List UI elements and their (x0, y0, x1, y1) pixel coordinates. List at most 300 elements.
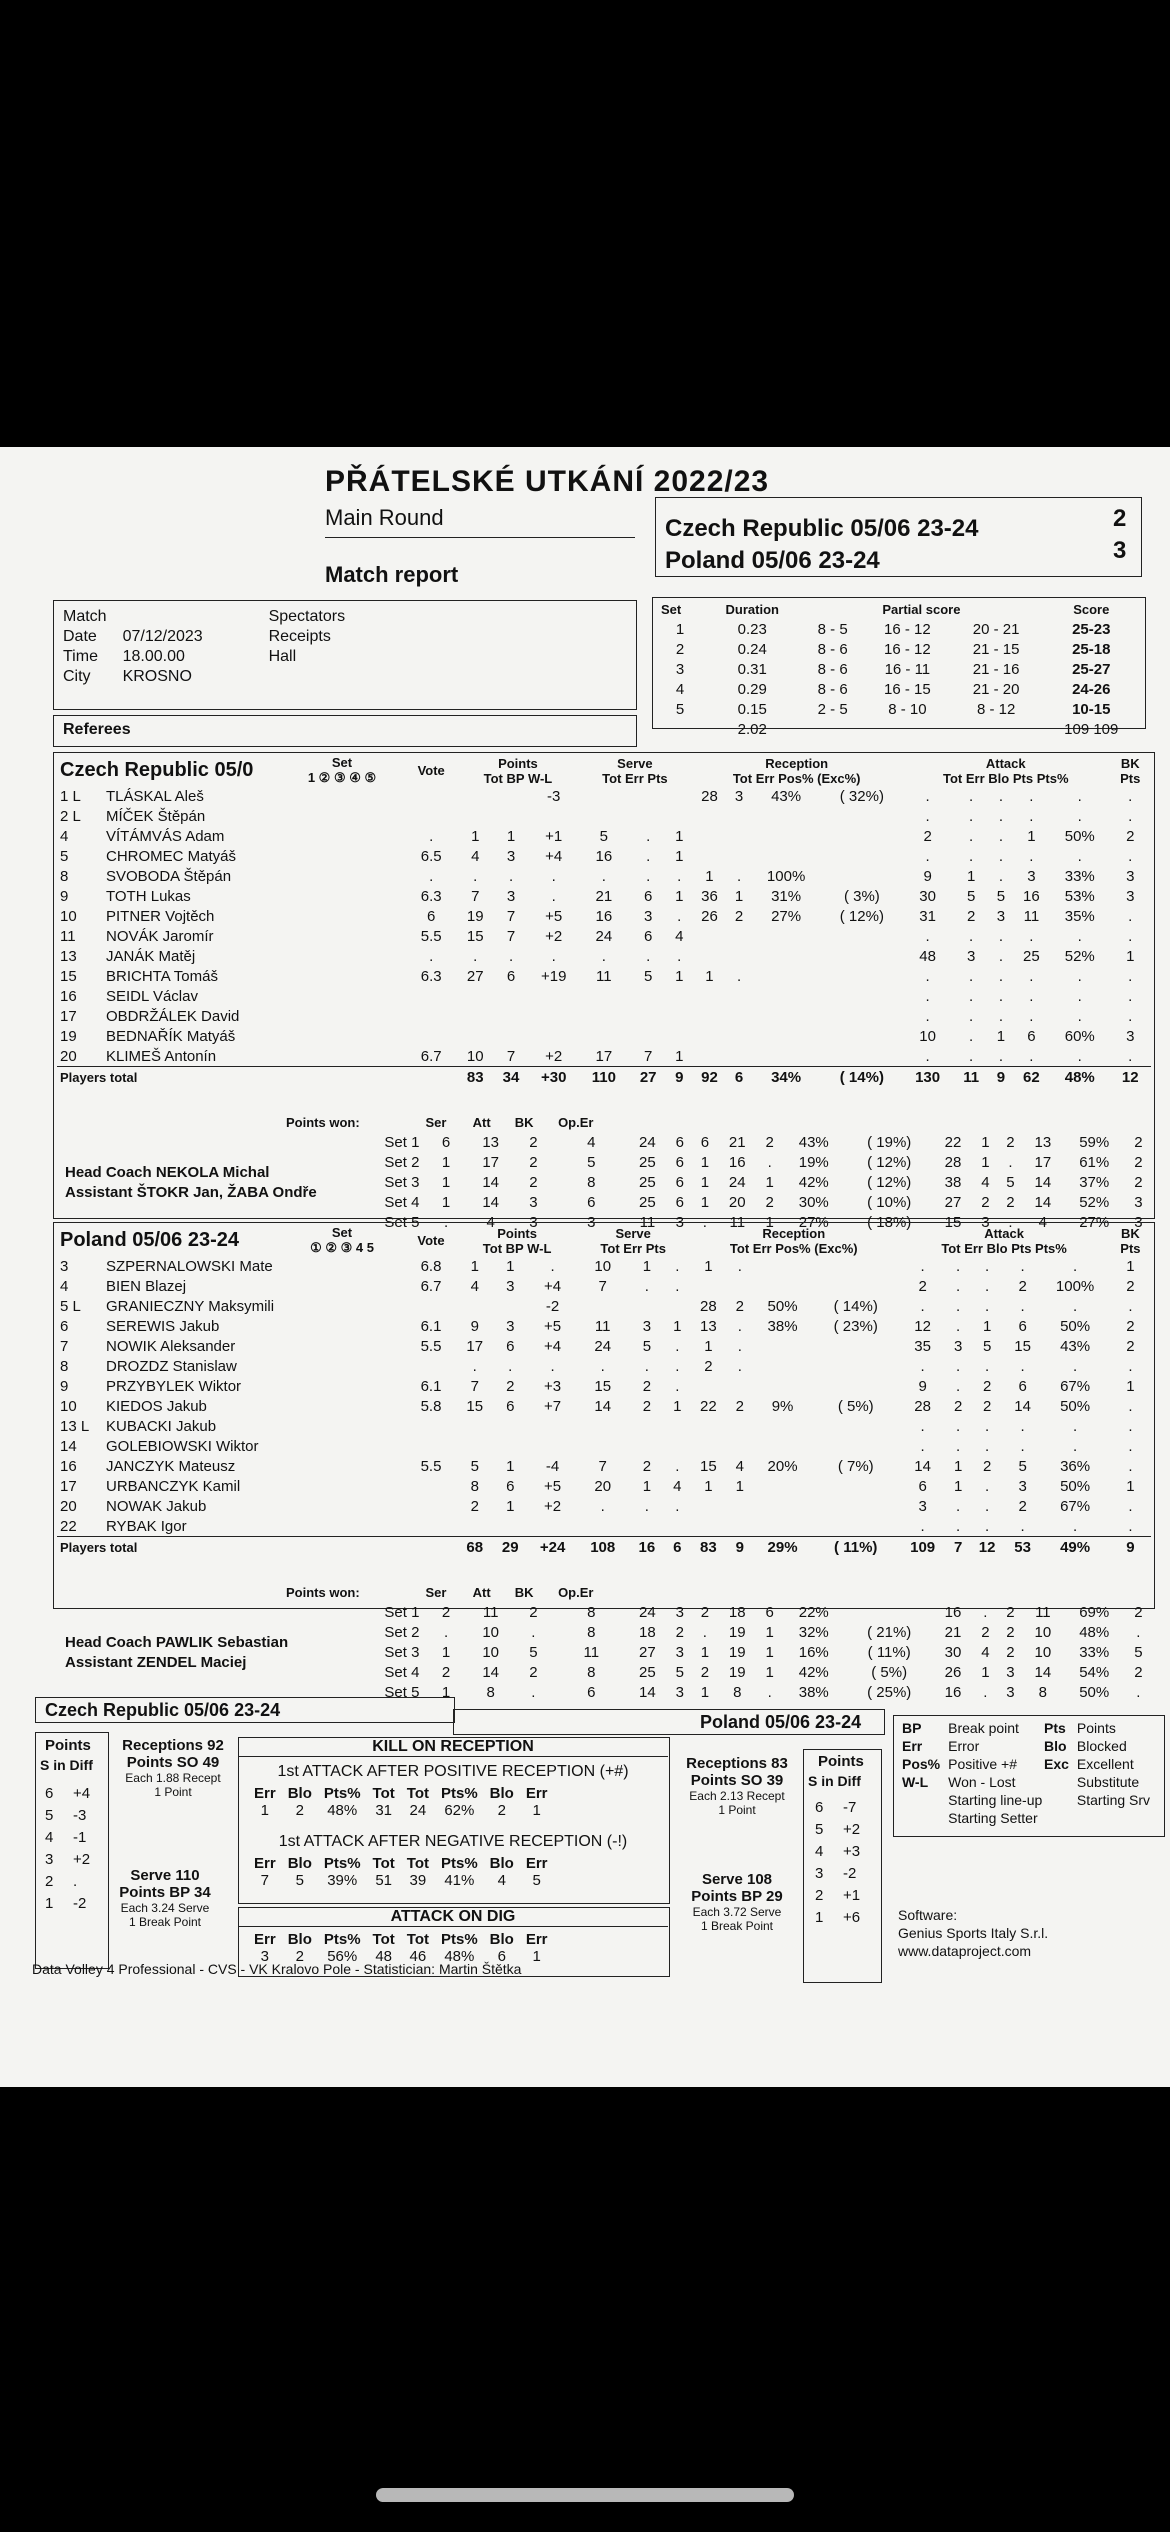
stat-cell: . (1073, 1417, 1078, 1435)
set-stat-cell: 2 (529, 1133, 538, 1151)
stat-cell: . (956, 1277, 961, 1295)
players-total-label: Players total (60, 1539, 138, 1555)
set-stat-cell: 3 (587, 1213, 596, 1231)
kill-value: 39% (327, 1872, 358, 1889)
player-number: 5 L (60, 1297, 81, 1315)
kill-col-header: Tot (406, 1855, 429, 1872)
set-stat-cell: 1 (765, 1643, 774, 1661)
player-name: BIEN Blazej (106, 1277, 187, 1295)
set-stat-cell: 10 (1034, 1623, 1052, 1641)
set-header: Set (331, 755, 353, 770)
stat-cell: 1 (704, 1477, 713, 1495)
stat-cell: 2 (642, 1397, 652, 1415)
player-row (57, 1336, 1151, 1356)
summary-line: Points BP 34 (119, 1884, 211, 1901)
set-stat-cell: 6 (675, 1193, 684, 1211)
set-stat-cell: 1 (441, 1683, 451, 1701)
legend-row (898, 1755, 1046, 1773)
stat-cell (529, 806, 579, 826)
reception-header: Reception (765, 755, 829, 771)
stat-cell: . (1077, 847, 1082, 865)
stat-cell (492, 1416, 528, 1436)
stat-cell: 26 (701, 907, 718, 925)
stat-cell (405, 1026, 457, 1046)
stat-cell: . (737, 1317, 742, 1335)
stat-cell: 11 (594, 1317, 611, 1335)
summary-line: 1 Break Point (128, 1915, 202, 1929)
score-col-header: Score (1073, 601, 1110, 617)
total-cell: 11 (963, 1068, 980, 1086)
stat-cell: 3 (644, 907, 653, 925)
stat-cell: 7 (506, 1047, 516, 1065)
bk-header: BK (1121, 1225, 1140, 1241)
stat-cell: 1 (675, 847, 684, 865)
stat-cell (752, 1276, 813, 1296)
stat-cell: 6 (506, 1397, 515, 1415)
stat-cell (728, 1496, 752, 1516)
player-name: CHROMEC Matyáš (106, 847, 237, 865)
set-stat-cell: . (1008, 1153, 1013, 1171)
stat-cell (813, 1256, 898, 1276)
stat-cell: . (508, 947, 514, 965)
rotation-diff: +3 (843, 1843, 861, 1860)
set-stat-cell: 2 (1134, 1603, 1143, 1621)
set-score-cell: 8 - 6 (817, 640, 848, 658)
rotation-diff: -7 (843, 1799, 857, 1816)
ser-header: Ser (425, 1584, 447, 1600)
rotation-diff: +1 (843, 1887, 861, 1904)
rotation-row (45, 1895, 90, 1917)
report-title: PŘÁTELSKÉ UTKÁNÍ 2022/23 (325, 465, 770, 498)
stat-cell: 3 (918, 1497, 927, 1515)
set-score-row (658, 619, 1142, 639)
set-stat-cell: 11 (1035, 1603, 1051, 1621)
stat-cell (405, 806, 457, 826)
stat-cell (751, 966, 822, 986)
vote-header: Vote (417, 763, 445, 778)
stat-cell: . (1029, 987, 1034, 1005)
referees-label: Referees (63, 721, 131, 738)
poland-sin-diff-label: S in Diff (808, 1773, 861, 1789)
stat-cell: 3 (1126, 1027, 1135, 1045)
legend-table-right (1040, 1719, 1154, 1809)
stat-cell: 2 (1126, 827, 1135, 845)
kill-col-header: Err (254, 1855, 276, 1872)
set-stat-cell: 2 (1134, 1173, 1143, 1191)
set-stat-cell: Set 4 (384, 1193, 420, 1211)
stat-cell: 15 (594, 1377, 612, 1395)
set-stat-cell: 24 (728, 1173, 746, 1191)
legend-abbr: Exc (1044, 1756, 1069, 1772)
stat-cell: 1 (704, 1257, 713, 1275)
stat-cell: . (1128, 967, 1133, 985)
stat-cell: . (998, 867, 1003, 885)
total-cell: 27 (639, 1068, 657, 1086)
set-stat-cell: 1 (700, 1643, 710, 1661)
pts-header: Pts (1011, 1240, 1032, 1256)
stat-cell: . (1128, 1517, 1133, 1535)
stat-cell: . (998, 1007, 1003, 1025)
stat-cell (728, 986, 751, 1006)
stat-cell (813, 1336, 898, 1356)
player-name: BRICHTA Tomáš (106, 967, 218, 985)
set-stat-cell: 4 (1038, 1213, 1048, 1231)
stat-cell: 17 (595, 1047, 613, 1065)
stat-cell (752, 1476, 813, 1496)
legend-desc: Won - Lost (948, 1774, 1016, 1790)
set-participation (279, 1256, 405, 1276)
total-cell: 9 (1126, 1538, 1135, 1556)
stat-cell: . (985, 1497, 990, 1515)
stat-cell (666, 1436, 690, 1456)
legend-row (1040, 1755, 1154, 1773)
kill-value: 48 (375, 1948, 392, 1965)
player-row (57, 846, 1151, 866)
stat-cell (405, 1516, 457, 1537)
stat-cell: 25 (1023, 947, 1040, 965)
set-stat-cell: . (983, 1603, 988, 1621)
player-name: KUBACKI Jakub (106, 1417, 217, 1435)
time-label: Time (63, 648, 98, 665)
stat-cell: 6 (644, 927, 653, 945)
kill-value: 46 (409, 1948, 427, 1965)
stat-cell (822, 986, 902, 1006)
stat-cell (751, 826, 822, 846)
set-score-cell: 21 - 15 (972, 640, 1020, 658)
stat-cell: 2 (966, 907, 976, 925)
stat-cell (628, 1296, 665, 1316)
match-value (115, 607, 261, 627)
set-stat-cell: 2 (765, 1193, 774, 1211)
set-stat-cell: 1 (765, 1213, 774, 1231)
set-stat-cell: 13 (482, 1133, 499, 1151)
set-stat-cell: ( 5%) (871, 1663, 908, 1681)
set-score-row (658, 699, 1142, 719)
set-stat-cell: 26 (944, 1663, 962, 1681)
set-stat-cell: . (1136, 1683, 1141, 1701)
summary-line: Points SO 49 (126, 1754, 220, 1771)
player-name: PITNER Vojtěch (106, 907, 215, 925)
stat-cell: . (998, 987, 1003, 1005)
stat-cell (728, 806, 751, 826)
stat-cell (813, 1516, 898, 1537)
stat-cell: . (998, 787, 1003, 805)
stat-cell (579, 1026, 630, 1046)
tot-header: Tot (600, 1240, 620, 1256)
rotation-number: 1 (815, 1909, 824, 1926)
set-stat-cell: 6 (441, 1133, 451, 1151)
player-name: SZPERNALOWSKI Mate (106, 1257, 273, 1275)
set-stat-cell: 24 (639, 1603, 656, 1621)
set-stat-cell: 2 (1006, 1643, 1015, 1661)
stat-cell: . (473, 947, 478, 965)
player-name: BEDNAŘÍK Matyáš (106, 1027, 236, 1045)
set-participation (279, 1476, 405, 1496)
stat-cell (666, 1416, 690, 1436)
rotation-number: 5 (815, 1821, 824, 1838)
home-indicator[interactable] (376, 2488, 794, 2502)
set-stat-cell: 8 (587, 1663, 596, 1681)
stat-cell: 3 (1126, 867, 1135, 885)
stat-cell: . (508, 867, 514, 885)
set-stat-cell: 17 (482, 1153, 499, 1171)
legend-abbr: Pos% (902, 1756, 941, 1772)
set-stat-cell: . (767, 1153, 772, 1171)
stat-cell (405, 1356, 457, 1376)
stat-cell: 6 (506, 1337, 515, 1355)
stat-cell (689, 1516, 727, 1537)
stat-cell (492, 1436, 528, 1456)
player-number: 4 (60, 1277, 69, 1295)
total-points: 109 109 (1064, 720, 1119, 738)
stat-cell (751, 986, 822, 1006)
set-stat-cell: 13 (1034, 1133, 1052, 1151)
stat-cell: 1 (705, 967, 714, 985)
rotation-row (815, 1799, 860, 1821)
home-sets-won: 2 (1113, 505, 1127, 532)
stat-cell: 5 (996, 887, 1006, 905)
stat-cell: . (1029, 787, 1034, 805)
set-stat-cell: 14 (482, 1663, 499, 1681)
stat-cell: 4 (471, 847, 480, 865)
kill-col-header: Pts% (440, 1785, 478, 1802)
stat-cell: 1 (996, 1027, 1006, 1045)
wl-header: W-L (527, 770, 553, 786)
rotation-number: 1 (45, 1895, 54, 1912)
stat-cell: . (677, 867, 682, 885)
player-row (57, 806, 1151, 826)
player-number: 4 (60, 827, 69, 845)
kill-value: 2 (295, 1802, 304, 1819)
stat-cell (813, 1356, 898, 1376)
bk-header: BK (1120, 755, 1140, 771)
stat-cell: 16 (595, 847, 613, 865)
stat-cell: . (600, 1497, 605, 1515)
positive-reception-title: 1st ATTACK AFTER POSITIVE RECEPTION (+#) (277, 1763, 629, 1780)
stat-cell: . (925, 927, 930, 945)
stat-cell: . (969, 987, 974, 1005)
stat-cell: 3 (1018, 1477, 1027, 1495)
stat-cell (728, 946, 751, 966)
kill-value: 4 (497, 1872, 506, 1889)
set-stat-cell: 2 (529, 1603, 538, 1621)
stat-cell (457, 986, 493, 1006)
stat-cell: . (1077, 987, 1082, 1005)
stat-cell: 1 (953, 1457, 963, 1475)
poland-stats-table: Poland 05/06 23-24 Set ① ② ③ 4 5 Vote Points Tot BP W-L Serve Tot Err Pts Reception Tot Err Pos% (Exc%) Attack Tot Err Blo Pts Pts% BK Pts 3 SZPERNALOWSKI Mate 6.8 1 1 . 10 1 . 1 . . . . . . 1 4 BIEN Blazej 6.7 4 3 +4 7 . . 2 . . 2 100% 2 5 L GRANIECZNY Maksymili -2 28 2 50% ( 14%) . . . . . . 6 SEREWIS Jakub 6.1 9 3 +5 11 3 1 13 . 38% ( 23%) 12 . 1 6 50% 2 7 NOWIK Aleksander 5.5 17 6 +4 24 5 . 1 . 35 3 5 15 43% 2 8 DROZDZ Stanislaw . . . . . . 2 . . . . . . . 9 PRZYBYLEK Wiktor 6.1 7 2 +3 15 2 . 9 . 2 6 67% 1 10 KIEDOS Jakub 5.8 15 6 +7 14 2 1 22 2 9% ( 5%) 28 2 2 14 50% . 13 L KUBACKI Jakub . . . . . . 14 GOLEBIOWSKI Wiktor . . . . . . 16 JANCZYK Mateusz 5.5 5 1 -4 7 2 . 15 4 20% ( 7%) 14 1 2 5 36% . 17 URBANCZYK Kamil 8 6 +5 20 1 4 1 1 6 1 . 3 50% 1 20 NOWAK Jakub 2 1 +2 . . . 3 . . 2 67% . 22 RYBAK Igor . . . . . . Players total 68 29 +24 108 16 6 83 9 29% ( 11%) 109 7 12 53 49% 9 (57, 1225, 1151, 1557)
stat-cell: . (508, 1357, 513, 1375)
set-stat-cell: 2 (441, 1603, 451, 1621)
err-header: Err (625, 770, 644, 786)
kill-col-header: Tot (372, 1855, 395, 1872)
stat-cell: 1 (675, 887, 684, 905)
set-stat-cell: 6 (765, 1603, 774, 1621)
set-participation (279, 866, 405, 886)
stat-cell: . (956, 1497, 961, 1515)
stat-cell: 1 (675, 967, 684, 985)
set-stat-row (57, 1132, 1151, 1152)
total-cell: 48% (1064, 1068, 1095, 1086)
player-number: 13 (60, 947, 77, 965)
summary-line: Receptions 83 (686, 1755, 788, 1772)
stat-cell: . (1029, 967, 1034, 985)
stat-cell: . (601, 947, 606, 965)
set-stat-cell: 16 (944, 1683, 962, 1701)
positive-reception-table (248, 1785, 554, 1819)
player-number: 8 (60, 1357, 69, 1375)
stat-cell: . (1029, 1007, 1034, 1025)
stat-cell: . (1073, 1517, 1078, 1535)
stat-cell: 9 (923, 867, 932, 885)
stat-cell: -3 (547, 787, 561, 805)
set-participation (279, 1356, 405, 1376)
legend-row (898, 1737, 1046, 1755)
total-cell: 110 (591, 1068, 616, 1086)
stat-cell: ( 12%) (839, 907, 884, 925)
stat-cell (751, 926, 822, 946)
stat-cell (493, 986, 529, 1006)
stat-cell (752, 1516, 813, 1537)
set-stat-cell: ( 11%) (867, 1643, 911, 1661)
set-score-cell: 10-15 (1072, 700, 1111, 718)
stat-cell: 2 (734, 907, 744, 925)
set-stat-cell: 4 (981, 1173, 990, 1191)
stat-cell: 5 (644, 967, 653, 985)
stat-cell: 50% (1060, 1317, 1091, 1335)
set-stat-cell: ( 18%) (867, 1213, 912, 1231)
rotation-diff: -3 (73, 1807, 87, 1824)
time-value: 18.00.00 (122, 648, 185, 665)
set-stat-cell: 16% (798, 1643, 829, 1661)
stat-cell: 27% (771, 907, 802, 925)
czech-sin-diff-label: S in Diff (40, 1757, 93, 1773)
rotation-diff: . (73, 1873, 78, 1890)
ptsp-header: Pts% (1036, 770, 1069, 786)
stat-cell: . (1073, 1437, 1078, 1455)
stat-cell: . (920, 1437, 925, 1455)
stat-cell: 38% (767, 1317, 798, 1335)
stat-cell (529, 1006, 579, 1026)
stat-cell: +5 (544, 1477, 562, 1495)
stat-cell: . (1029, 1047, 1034, 1065)
stat-cell: . (920, 1417, 925, 1435)
stat-cell (813, 1416, 898, 1436)
czech-team-title: Czech Republic 05/0 (60, 759, 254, 781)
bk-pts-header: Pts (1120, 1240, 1141, 1256)
set-stat-cell: . (1136, 1623, 1141, 1641)
legend-abbr (1040, 1773, 1073, 1791)
stat-cell: 2 (735, 1297, 744, 1315)
player-name: VÍTÁMVÁS Adam (106, 827, 225, 845)
exc-header: (Exc%) (817, 770, 861, 786)
set-stat-cell: 3 (675, 1213, 684, 1231)
stat-cell: . (1020, 1437, 1025, 1455)
stat-cell: . (925, 1047, 930, 1065)
stat-cell: 50% (1064, 827, 1095, 845)
stat-cell (457, 806, 493, 826)
set-stat-cell: Set 1 (384, 1133, 420, 1151)
stat-cell: . (675, 1457, 680, 1475)
set-stat-cell: 1 (981, 1153, 990, 1171)
set-stat-cell: Set 5 (384, 1683, 420, 1701)
stat-cell: 7 (506, 907, 516, 925)
stat-cell: . (1128, 1357, 1133, 1375)
stat-cell: . (646, 947, 651, 965)
set-participation (279, 846, 405, 866)
stat-cell: +2 (545, 927, 563, 945)
set-stat-cell: ( 19%) (867, 1133, 912, 1151)
set-score-row (658, 679, 1142, 699)
stat-cell (728, 926, 751, 946)
set-stat-cell: 6 (675, 1173, 684, 1191)
stat-cell (689, 1276, 727, 1296)
legend-row (898, 1719, 1046, 1737)
legend-row (1040, 1719, 1154, 1737)
summary-line: Serve 108 (701, 1871, 773, 1888)
player-number: 11 (60, 927, 76, 945)
stat-cell: . (1020, 1417, 1025, 1435)
stat-cell: . (737, 1337, 742, 1355)
set-stat-row (57, 1602, 1151, 1622)
stat-cell (628, 1516, 665, 1537)
stat-cell (457, 1436, 493, 1456)
set-score-cell: 5 (675, 700, 685, 718)
set-stat-cell: 3 (675, 1683, 684, 1701)
player-row (57, 1256, 1151, 1276)
set-stat-cell: 6 (675, 1133, 684, 1151)
stat-cell: 6.3 (420, 887, 442, 905)
stat-cell: . (969, 787, 974, 805)
stat-cell: . (551, 947, 556, 965)
stat-cell: . (644, 1497, 649, 1515)
set-stat-cell: 2 (1006, 1133, 1015, 1151)
summary-line: 1 Point (154, 1785, 192, 1799)
rotation-number: 4 (815, 1843, 824, 1860)
player-name: GOLEBIOWSKI Wiktor (106, 1437, 259, 1455)
set-score-table (658, 599, 1142, 739)
stat-cell: 16 (1023, 887, 1040, 905)
set-score-cell: 1 (675, 620, 685, 638)
player-row (57, 786, 1151, 806)
stat-cell: . (737, 1357, 742, 1375)
stat-cell: 8 (470, 1477, 479, 1495)
set-stat-cell: 1 (981, 1133, 990, 1151)
report-type: Match report (325, 562, 459, 587)
stat-cell: 3 (506, 1317, 515, 1335)
set-stat-cell: 2 (441, 1663, 451, 1681)
tot-header: Tot (732, 770, 753, 786)
set-stat-cell: 4 (587, 1133, 596, 1151)
summary-line: Each 1.88 Recept (125, 1771, 221, 1785)
stat-cell: 6.5 (420, 847, 442, 865)
stat-cell: . (1073, 1357, 1078, 1375)
stat-cell: . (998, 847, 1003, 865)
stat-cell: 28 (701, 787, 718, 805)
poland-serve-summary (672, 1871, 802, 1933)
stat-cell: +4 (544, 1277, 562, 1295)
stat-cell: . (985, 1517, 990, 1535)
stat-cell: 5.8 (420, 1397, 442, 1415)
blo-header: Blo (986, 1240, 1008, 1256)
poland-team-title: Poland 05/06 23-24 (60, 1229, 239, 1251)
stat-cell: . (969, 1007, 974, 1025)
stat-cell: 30 (919, 887, 936, 905)
stat-cell: . (1077, 1047, 1082, 1065)
set-stat-cell: 38 (944, 1173, 962, 1191)
set-stat-cell: 1 (441, 1153, 451, 1171)
stat-cell: 36 (701, 887, 718, 905)
kill-col-header: Pts% (440, 1931, 478, 1948)
